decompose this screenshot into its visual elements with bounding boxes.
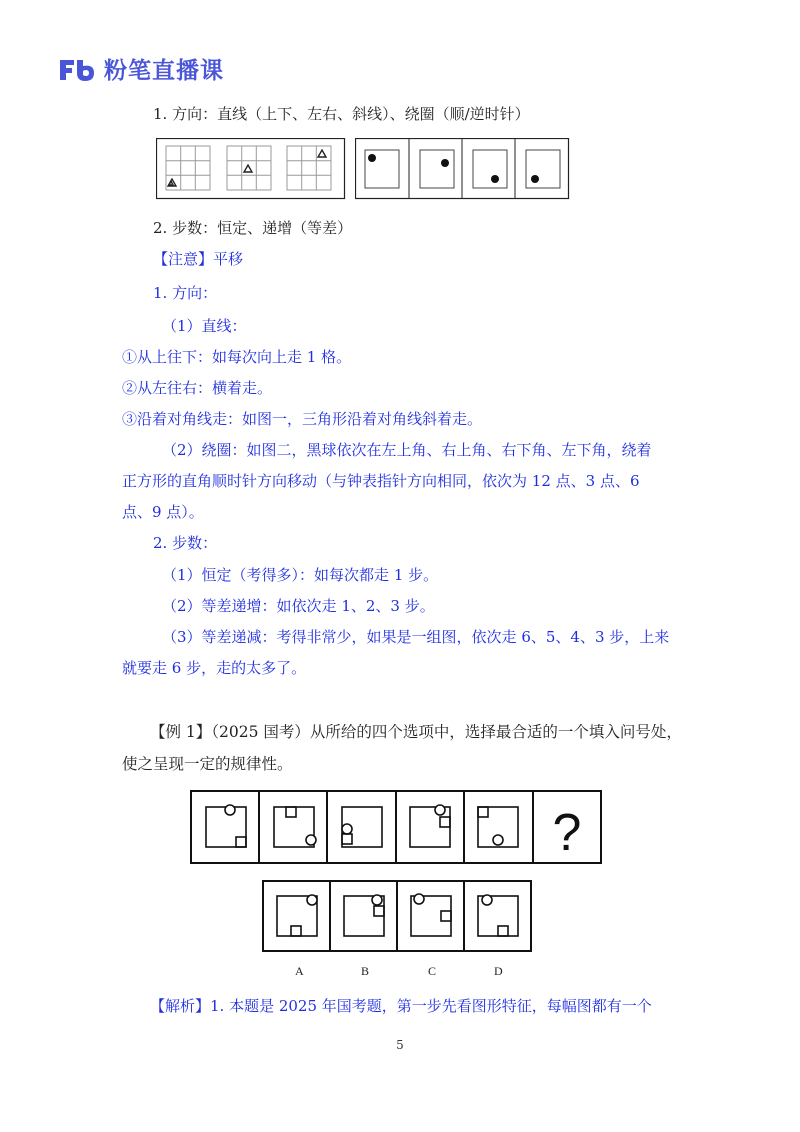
figure-ball-rotation bbox=[355, 138, 570, 200]
example-question-1: 【例 1】（2025 国考）从所给的四个选项中，选择最合适的一个填入问号处， bbox=[150, 723, 682, 741]
option-label-b: B bbox=[361, 964, 370, 978]
text-line-increase: （2）等差递增：如依次走 1、2、3 步。 bbox=[162, 597, 435, 615]
text-line-decrease-1: （3）等差递减：考得非常少，如果是一组图，依次走 6、5、4、3 步，上来 bbox=[162, 628, 670, 646]
text-line-steps-2: 2. 步数： bbox=[153, 534, 218, 552]
fb-logo-icon bbox=[58, 56, 96, 82]
text-line-direction-2: 1. 方向： bbox=[153, 284, 218, 302]
option-label-c: C bbox=[428, 964, 437, 978]
text-line-circle-2: 正方形的直角顺时针方向移动（与钟表指针方向相同，依次为 12 点、3 点、6 bbox=[122, 472, 640, 490]
brand-name: 粉笔直播课 bbox=[104, 58, 224, 84]
text-line-decrease-2: 就要走 6 步，走的太多了。 bbox=[122, 659, 307, 677]
text-line-circle-1: （2）绕圈：如图二，黑球依次在左上角、右上角、右下角、左下角，绕着 bbox=[162, 441, 652, 459]
example-question-2: 使之呈现一定的规律性。 bbox=[122, 755, 293, 773]
text-line-item-2: ②从左往右：横着走。 bbox=[122, 379, 273, 397]
text-line-constant: （1）恒定（考得多）：如每次都走 1 步。 bbox=[162, 566, 439, 584]
text-line-direction: 1. 方向：直线（上下、左右、斜线）、绕圈（顺/逆时针） bbox=[153, 105, 530, 123]
text-line-item-1: ①从上往下：如每次向上走 1 格。 bbox=[122, 348, 352, 366]
question-mark: ? bbox=[552, 804, 582, 862]
figure-grid-triangles bbox=[156, 138, 346, 200]
question-sequence-figure bbox=[190, 790, 602, 864]
option-label-a: A bbox=[295, 964, 304, 978]
text-line-steps: 2. 步数：恒定、递增（等差） bbox=[153, 219, 353, 237]
options-figure bbox=[262, 880, 532, 952]
answer-analysis: 【解析】1. 本题是 2025 年国考题，第一步先看图形特征，每幅图都有一个 bbox=[150, 997, 652, 1015]
text-line-item-3: ③沿着对角线走：如图一，三角形沿着对角线斜着走。 bbox=[122, 410, 483, 428]
option-label-d: D bbox=[494, 964, 503, 978]
page-number: 5 bbox=[396, 1038, 404, 1052]
text-line-note: 【注意】平移 bbox=[153, 250, 244, 268]
text-line-circle-3: 点、9 点）。 bbox=[122, 503, 204, 521]
text-line-straight: （1）直线： bbox=[162, 317, 247, 335]
header-logo bbox=[58, 52, 224, 85]
